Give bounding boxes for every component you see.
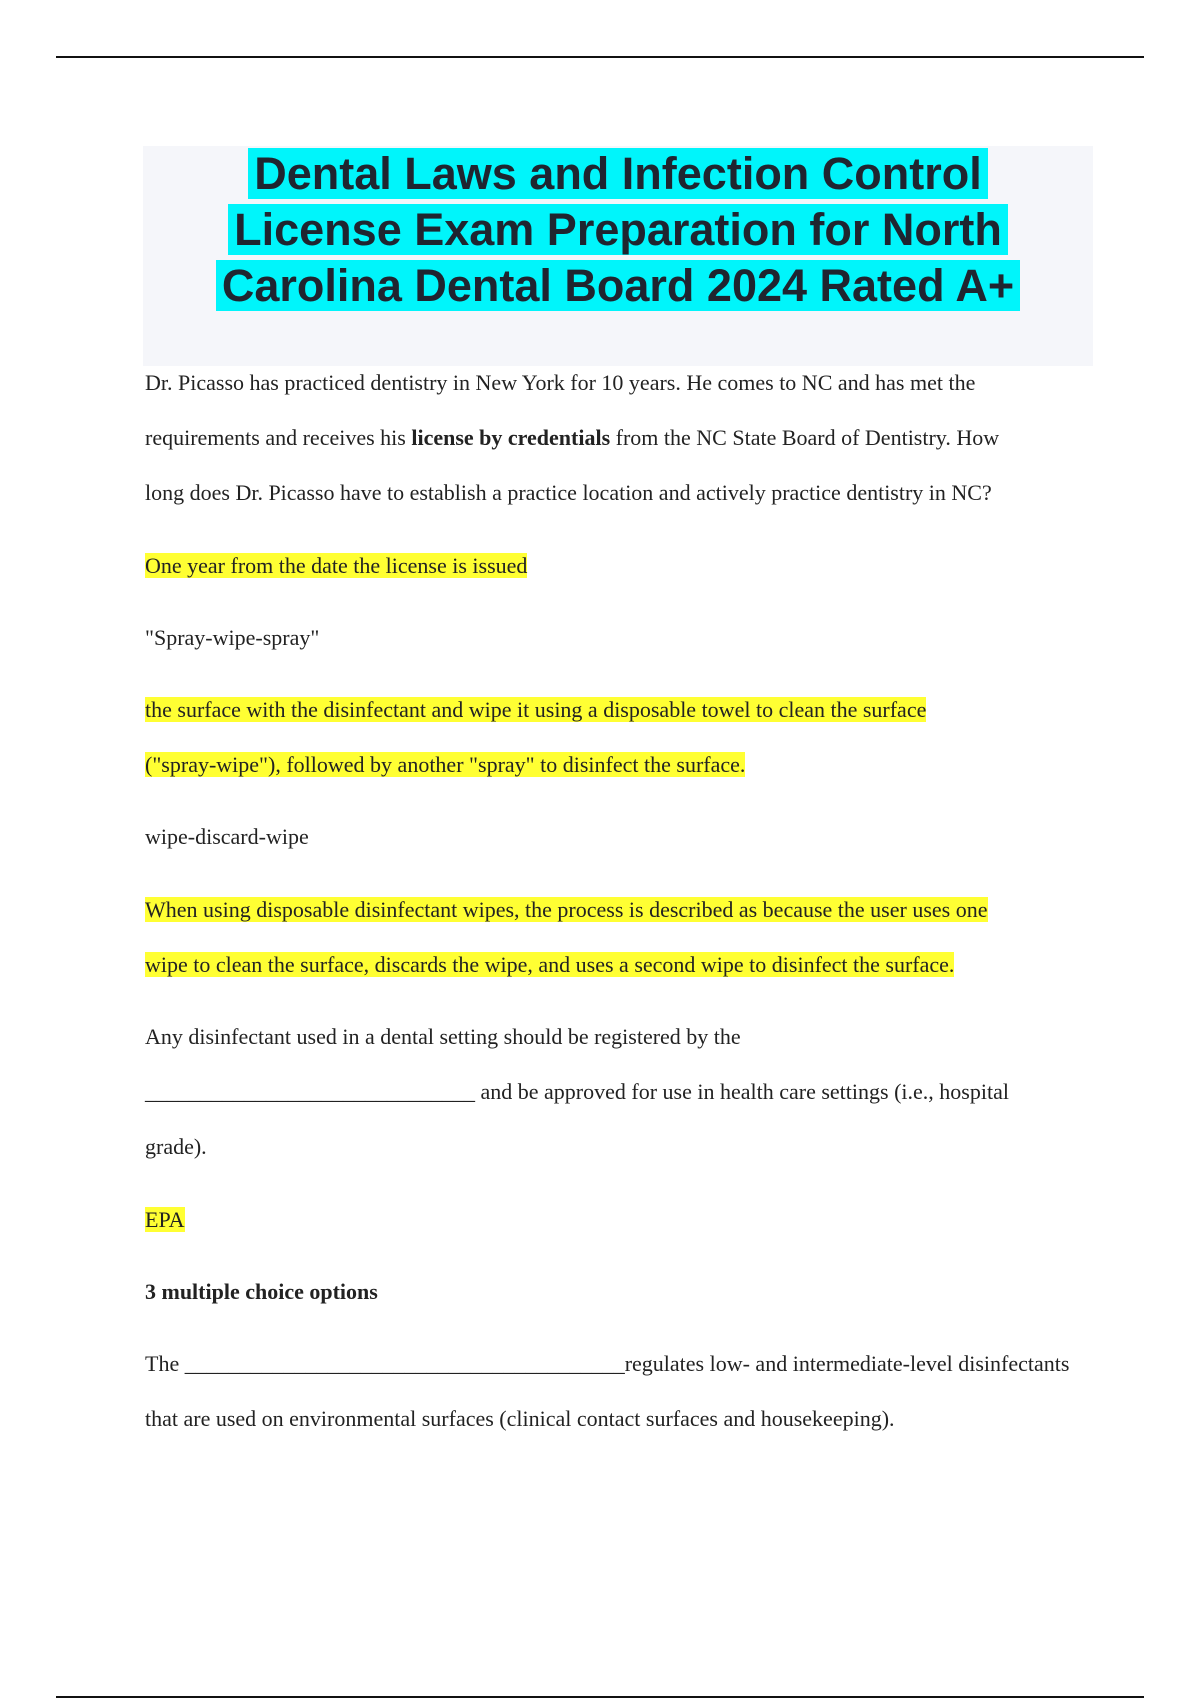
- a2-line-2: ("spray-wipe"), followed by another "spray" to disinfect the surface.: [145, 752, 746, 777]
- title-line-1: Dental Laws and Infection Control: [248, 148, 988, 199]
- question-disinfectant-regulator: [145, 1336, 1105, 1446]
- top-rule: [56, 56, 1144, 58]
- q5-line-2: that are used on environmental surfaces (clinical contact surfaces and housekeeping).: [145, 1406, 895, 1431]
- q4-line-2: ______________________________ and be approved for use in health care settings (i.e., hospital: [145, 1079, 1009, 1104]
- q5-line-1: The ________________________________________regulates low- and intermediate-level disinfectants: [145, 1351, 1070, 1376]
- question-spray-wipe-spray: [145, 610, 1105, 665]
- title-line-3: Carolina Dental Board 2024 Rated A+: [216, 260, 1020, 311]
- q3-text: wipe-discard-wipe: [145, 824, 309, 849]
- multiple-choice-note: [145, 1264, 1105, 1319]
- question-wipe-discard-wipe: [145, 809, 1105, 864]
- q4-line-1: Any disinfectant used in a dental setting should be registered by the: [145, 1024, 741, 1049]
- a3-line-2: wipe to clean the surface, discards the wipe, and uses a second wipe to disinfect the surface.: [145, 952, 955, 977]
- a3-line-1: When using disposable disinfectant wipes, the process is described as because the user uses one: [145, 897, 988, 922]
- question-disinfectant-registration: [145, 1009, 1105, 1174]
- a2-line-1: the surface with the disinfectant and wipe it using a disposable towel to clean the surface: [145, 697, 927, 722]
- note-text: 3 multiple choice options: [145, 1279, 378, 1304]
- question-license-credentials: [145, 355, 1105, 520]
- answer-license-credentials: [145, 538, 1105, 593]
- title-block: [143, 146, 1093, 366]
- a4-text: EPA: [145, 1207, 185, 1232]
- answer-disinfectant-registration: [145, 1192, 1105, 1247]
- q1-bold-term: license by credentials: [411, 425, 611, 450]
- q1-line-3: long does Dr. Picasso have to establish a practice location and actively practice dentistry in NC?: [145, 480, 992, 505]
- a1-text: One year from the date the license is issued: [145, 553, 528, 578]
- q4-line-3: grade).: [145, 1134, 207, 1159]
- bottom-rule: [56, 1696, 1144, 1698]
- title-line-2: License Exam Preparation for North: [228, 204, 1008, 255]
- q1-line-2: requirements and receives his license by credentials from the NC State Board of Dentistry. How: [145, 425, 1000, 450]
- answer-spray-wipe-spray: [145, 682, 1105, 792]
- q1-line-1: Dr. Picasso has practiced dentistry in New York for 10 years. He comes to NC and has met the: [145, 370, 976, 395]
- document-title: [143, 146, 1093, 314]
- q2-text: "Spray-wipe-spray": [145, 625, 320, 650]
- answer-wipe-discard-wipe: [145, 882, 1105, 992]
